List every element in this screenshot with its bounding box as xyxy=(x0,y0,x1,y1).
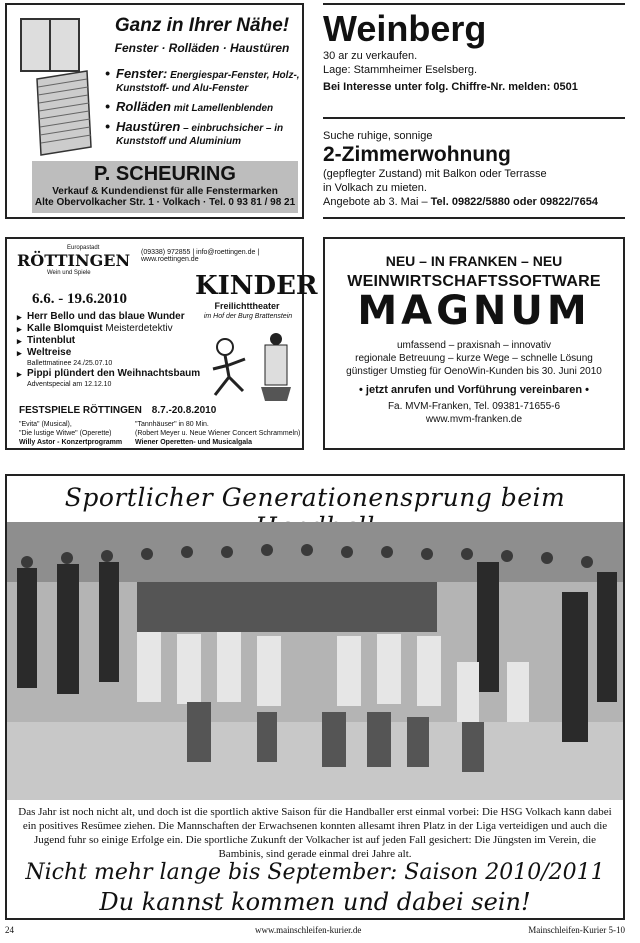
weinberg-title: Weinberg xyxy=(323,8,487,49)
kinder-location: im Hof der Burg Brattenstein xyxy=(203,313,293,320)
handball-description: Das Jahr ist noch nicht alt, und doch ist die sportlich aktive Saison für die Handballer erst einmal vorbei: Die HSG Volkach kann dabei ein positives Resümee ziehen. Die Mannschaften der Erwachsenen konnten allesamt ihren Platz in der Liga verteidigen und auch die Jugend fuhr so einige Erfolge ein. Die sportliche Zukunft der Volkacher ist auf jeden Fall gesichert: Die Jüngsten im Verein, die Bambinis, sind gerade einmal drei Jahre alt. xyxy=(18,806,612,860)
company-address: Alte Obervolkacher Str. 1 · Volkach · Tel. 0 93 81 / 98 21 xyxy=(34,197,296,208)
team-photo-image xyxy=(7,522,623,800)
magnum-neu: NEU – IN FRANKEN – NEU xyxy=(385,253,563,269)
handball-title: Sportlicher Generationensprung beim xyxy=(64,483,566,512)
kinder-title: KINDER xyxy=(195,271,318,301)
roettingen-contact: (09338) 972855 | info@roettingen.de | www.roettingen.de xyxy=(141,249,260,263)
wohnung-ad xyxy=(323,117,625,219)
festspiele-right: "Tannhäuser" in 80 Min. (Robert Meyer u. Neue Wiener Concert Schrammeln) Wiener Operetten- und Musicalgala xyxy=(135,421,301,446)
weinberg-contact: Bei Interesse unter folg. Chiffre-Nr. melden: 0501 xyxy=(323,81,578,93)
company-name: P. SCHEURING xyxy=(94,163,236,185)
magnum-firm: Fa. MVM-Franken, Tel. 09381-71655-6 xyxy=(387,401,561,412)
scheuring-headline: Ganz in Ihrer Nähe! xyxy=(114,15,290,36)
wohnung-contact: Angebote ab 3. Mai – Tel. 09822/5880 oder 09822/7654 xyxy=(323,196,599,208)
kinder-subtitle: Freilichttheater xyxy=(214,301,280,311)
list-item: ▸ Tintenblut xyxy=(17,335,217,347)
page-number: 24 xyxy=(5,925,14,935)
company-service: Verkauf & Kundendienst für alle Fenstermarken xyxy=(52,186,278,197)
team-photo xyxy=(7,522,623,800)
wohnung-line: (gepflegter Zustand) mit Balkon oder Terrasse xyxy=(323,168,547,180)
list-item: • Fenster: Energiespar-Fenster, Holz-, Kunststoff- und Alu-Fenster xyxy=(105,67,303,95)
magnum-software: WEINWIRTSCHAFTSSOFTWARE xyxy=(347,273,601,290)
magnum-web: www.mvm-franken.de xyxy=(425,414,523,425)
roettingen-logo: Europastadt RÖTTINGEN Wein und Spiele xyxy=(17,245,131,276)
weinberg-line: Lage: Stammheimer Eselsberg. xyxy=(323,64,478,76)
list-item: • Rolläden mit Lamellenblenden xyxy=(105,100,303,115)
list-item: ▸ Kalle Blomquist Meisterdetektiv xyxy=(17,323,217,335)
list-item: ▸ Weltreise Ballettmatinee 24./25.07.10 xyxy=(17,347,217,368)
magnum-cta: • jetzt anrufen und Vorführung vereinbaren • xyxy=(359,384,589,396)
scheuring-subline: Fenster · Rolläden · Haustüren xyxy=(114,41,290,55)
festspiele-heading: FESTSPIELE RÖTTINGEN 8.7.-20.8.2010 xyxy=(19,405,217,416)
window-shutter-image xyxy=(17,13,97,157)
footer-url: www.mainschleifen-kurier.de xyxy=(255,925,362,935)
festspiele-left: "Evita" (Musical), "Die lustige Witwe" (Operette) Willy Astor - Konzertprogramm xyxy=(19,421,123,446)
roettingen-ad xyxy=(5,237,318,450)
running-child-illustration xyxy=(195,325,303,405)
list-item: • Haustüren – einbruchsicher – in Kunststoff und Aluminium xyxy=(105,120,303,148)
handball-article xyxy=(5,474,625,920)
scheuring-company-block xyxy=(32,161,298,213)
magnum-name: MAGNUM xyxy=(357,288,591,334)
wohnung-title: 2-Zimmerwohnung xyxy=(323,143,511,166)
weinberg-ad xyxy=(323,3,625,103)
list-item: ▸ Pippi plündert den Weihnachtsbaum Adventspecial am 12.12.10 xyxy=(17,368,217,389)
roettingen-dates: 6.6. - 19.6.2010 xyxy=(32,291,127,307)
wohnung-line: in Volkach zu mieten. xyxy=(323,182,427,194)
scheuring-product-list xyxy=(105,67,303,153)
magnum-line: günstiger Umstieg für OenoWin-Kunden bis 30. Juni 2010 xyxy=(346,366,602,377)
magnum-ad xyxy=(323,237,625,450)
magnum-line: regionale Betreuung – kurze Wege – schnelle Lösung xyxy=(355,353,593,364)
magnum-tagline: umfassend – praxisnah – innovativ xyxy=(397,340,551,351)
handball-slogan-2: Du kannst kommen und dabei sein! xyxy=(99,888,531,916)
roettingen-plays-list xyxy=(17,311,217,389)
wohnung-intro: Suche ruhige, sonnige xyxy=(323,130,433,142)
footer-issue: Mainschleifen-Kurier 5-10 xyxy=(528,925,625,935)
list-item: ▸ Herr Bello und das blaue Wunder xyxy=(17,311,217,323)
weinberg-line: 30 ar zu verkaufen. xyxy=(323,50,418,62)
scheuring-ad xyxy=(5,3,304,219)
handball-slogan-1: Nicht mehr lange bis September: Saison 2010/2011 xyxy=(25,860,605,885)
